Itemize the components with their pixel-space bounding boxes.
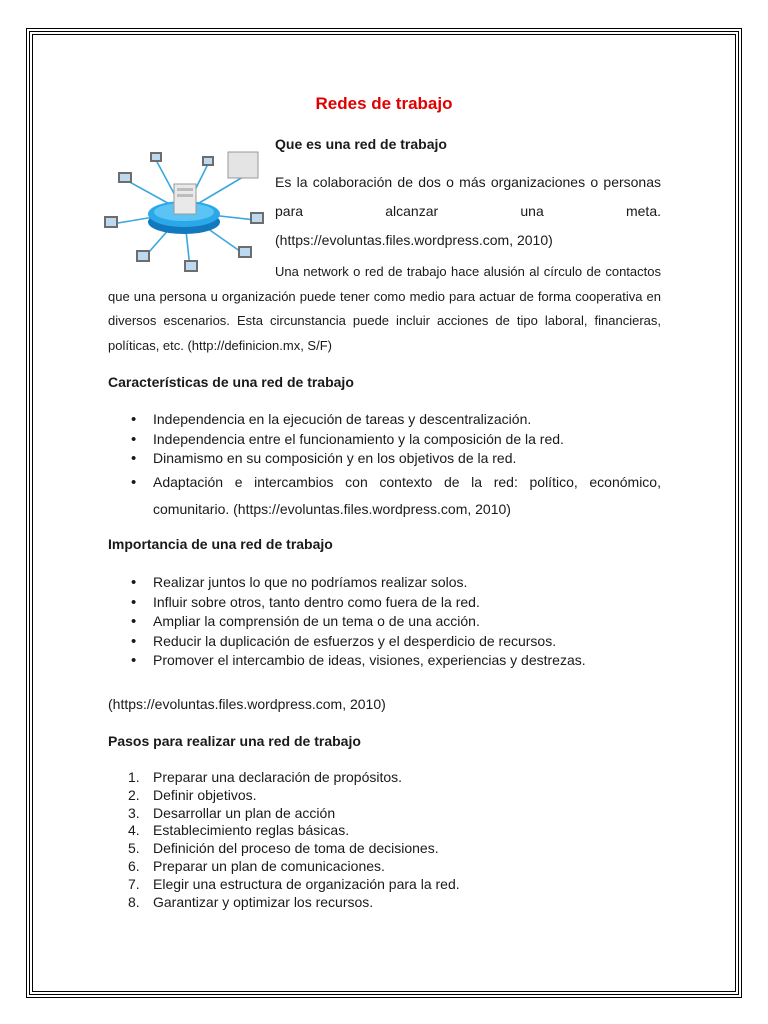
list-item: • Influir sobre otros, tanto dentro como fuera de la red.: [108, 593, 661, 613]
importancia-citation: (https://evoluntas.files.wordpress.com, 2010): [108, 696, 386, 712]
list-item: • Reducir la duplicación de esfuerzos y el desperdicio de recursos.: [108, 632, 661, 652]
list-item: [108, 787, 661, 805]
page-title: Redes de trabajo: [315, 94, 453, 113]
list-item: [108, 769, 661, 787]
item-number: 1.: [128, 769, 140, 785]
item-number: 6.: [128, 857, 140, 874]
caracteristicas-list: [108, 410, 661, 523]
caracteristicas-heading: Características de una red de trabajo: [108, 374, 354, 390]
item-text: Definir objetivos.: [153, 786, 257, 803]
item-text: Elegir una estructura de organización para la red.: [153, 875, 460, 892]
item-number: 4.: [128, 822, 140, 839]
list-item: • Dinamismo en su composición y en los objetivos de la red.: [108, 449, 661, 469]
list-item: • Ampliar la comprensión de un tema o de una acción.: [108, 612, 661, 632]
item-number: 7.: [128, 875, 140, 892]
list-item: [108, 822, 661, 840]
item-text: Preparar un plan de comunicaciones.: [153, 857, 385, 874]
list-item: [108, 876, 661, 894]
pasos-heading: Pasos para realizar una red de trabajo: [108, 733, 361, 749]
item-text: Definición del proceso de toma de decisiones.: [153, 840, 439, 857]
item-number: 5.: [128, 840, 140, 857]
document-page: [26, 28, 742, 998]
list-item: • Independencia entre el funcionamiento y la composición de la red.: [108, 430, 661, 450]
item-text: Desarrollar un plan de acción: [153, 804, 336, 821]
pasos-list: [108, 769, 661, 911]
list-item: [108, 894, 661, 912]
list-item: • Independencia en la ejecución de tareas y descentralización.: [108, 410, 661, 430]
list-item: • Realizar juntos lo que no podríamos realizar solos.: [108, 573, 661, 593]
list-item: • Adaptación e intercambios con contexto de la red: político, económico, comunitario. (https://evoluntas.files.wordpress.com, 2010): [108, 469, 661, 523]
list-item: [108, 805, 661, 823]
item-number: 3.: [128, 804, 140, 821]
importancia-list: [108, 573, 661, 671]
network-paragraph: Una network o red de trabajo hace alusión al círculo de contactos que una persona u organización puede tener como medio para actuar de forma cooperativa en diversos escenarios. Esta circunstancia puede incluir acciones de tipo laboral, financieras, políticas, etc. (http://definicion.mx, S/F): [108, 264, 661, 353]
importancia-heading: Importancia de una red de trabajo: [108, 536, 333, 552]
list-item: [108, 840, 661, 858]
intro-heading: Que es una red de trabajo: [275, 136, 447, 152]
item-text: Establecimiento reglas básicas.: [153, 822, 350, 839]
item-text: Preparar una declaración de propósitos.: [153, 769, 403, 785]
list-item: [108, 858, 661, 876]
item-number: 8.: [128, 893, 140, 910]
list-item: • Promover el intercambio de ideas, visiones, experiencias y destrezas.: [108, 651, 661, 671]
intro-paragraph: Es la colaboración de dos o más organizaciones o personas para alcanzar una meta. (https://evoluntas.files.wordpress.com, 2010): [275, 174, 661, 248]
item-number: 2.: [128, 786, 140, 803]
item-text: Garantizar y optimizar los recursos.: [153, 893, 374, 910]
